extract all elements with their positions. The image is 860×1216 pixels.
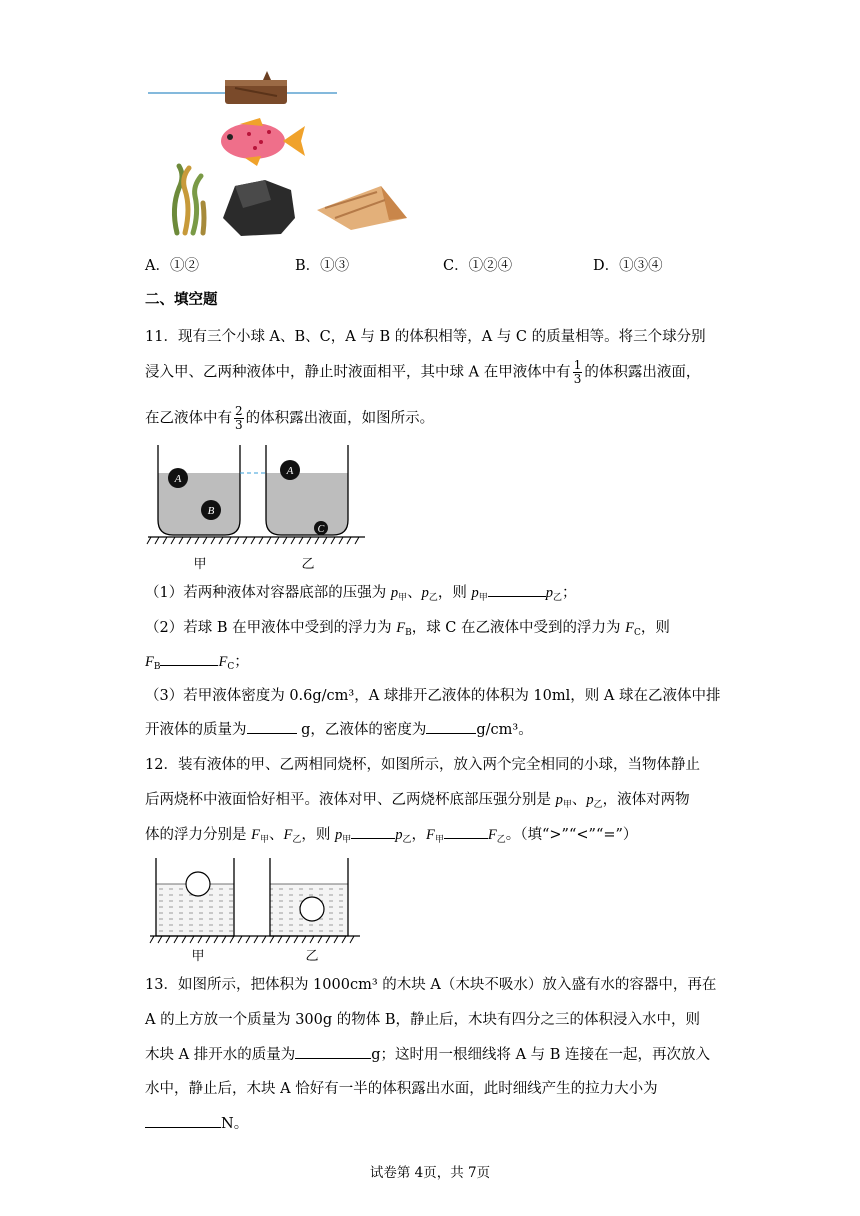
svg-text:乙: 乙 [305,949,319,964]
option-c: C．①②④ [443,258,513,274]
svg-text:乙: 乙 [301,557,315,572]
q11-figure [145,440,370,575]
svg-text:B: B [207,505,215,517]
ball-yi [300,897,324,921]
fraction-two-thirds: $\frac{2}{3}$ [235,404,243,432]
page-footer: 试卷第 4页，共 7页 [369,1165,491,1181]
svg-text:A: A [286,465,294,477]
q12-figure [148,856,368,966]
answer-blank[interactable] [247,719,297,734]
q10-figure [145,68,425,240]
option-a: A．①② [145,258,199,274]
svg-text:C: C [317,524,325,535]
q13-line3: 木块 A 排开水的质量为 g；这时用一根细线将 A 与 B 连接在一起，再次放入 [145,1043,710,1064]
q11-line1: 11．现有三个小球 A、B、C，A 与 B 的体积相等，A 与 C 的质量相等。将三个球分别 [145,329,706,345]
q13-line5: N。 [145,1112,248,1133]
answer-blank[interactable] [351,824,395,839]
option-d: D．①③④ [593,258,663,274]
fish-icon [221,118,305,166]
answer-blank[interactable] [426,719,476,734]
answer-blank[interactable] [295,1044,371,1059]
q13-line4: 水中，静止后，木块 A 恰好有一半的体积露出水面，此时细线产生的拉力大小为 [145,1081,658,1097]
q12-line3: 体的浮力分别是 $F_甲$、$F_乙$，则 $p_甲$ $p_乙$，$F_甲$ $F_乙$。（填“>”“<”“=”） [145,823,637,845]
q12-line2: 后两烧杯中液面恰好相平。液体对甲、乙两烧杯底部压强分别是 $p_甲$、$p_乙$，液体对两物 [145,792,690,810]
shell-icon [317,186,407,230]
q11-part3-line1: （3）若甲液体密度为 0.6g/cm³，A 球排开乙液体的体积为 10ml，则 A 球在乙液体中排 [145,688,721,704]
q11-part3-line2: 开液体的质量为 g，乙液体的密度为 g/cm³。 [145,718,533,739]
answer-blank[interactable] [444,824,488,839]
svg-text:A: A [174,473,182,485]
answer-blank[interactable] [160,651,218,666]
q11-part2-line2: $F_B$ $F_C$； [145,650,249,672]
q13-line2: A 的上方放一个质量为 300g 的物体 B，静止后，木块有四分之三的体积浸入水中，则 [145,1012,701,1028]
answer-blank[interactable] [488,582,546,597]
section-heading: 二、填空题 [145,291,218,308]
answer-blank[interactable] [145,1113,221,1128]
wood-log-icon [225,71,287,104]
q11-line2: 浸入甲、乙两种液体中，静止时液面相平，其中球 A 在甲液体中有 $\frac{1}{3}$ 的体积露出液面， [145,358,701,386]
q11-part2: （2）若球 B 在甲液体中受到的浮力为 $F_B$，球 C 在乙液体中受到的浮力为 $F_C$，则 [145,620,670,638]
svg-text:甲: 甲 [193,557,207,572]
fraction-one-third: $\frac{1}{3}$ [573,358,582,386]
q11-part1: （1）若两种液体对容器底部的压强为 $p_甲$、$p_乙$，则 $p_甲$ $p_乙$； [145,581,577,603]
svg-text:甲: 甲 [191,949,205,964]
q12-line1: 12．装有液体的甲、乙两相同烧杯，如图所示，放入两个完全相同的小球，当物体静止 [145,757,700,773]
q13-line1: 13．如图所示，把体积为 1000cm³ 的木块 A（木块不吸水）放入盛有水的容器中，再在 [145,977,717,993]
option-b: B．①③ [295,258,350,274]
ball-jia [186,872,210,896]
q11-line3: 在乙液体中有 $\frac{2}{3}$ 的体积露出液面，如图所示。 [145,404,435,432]
rock-icon [223,180,295,236]
seaweed-icon [174,166,204,233]
